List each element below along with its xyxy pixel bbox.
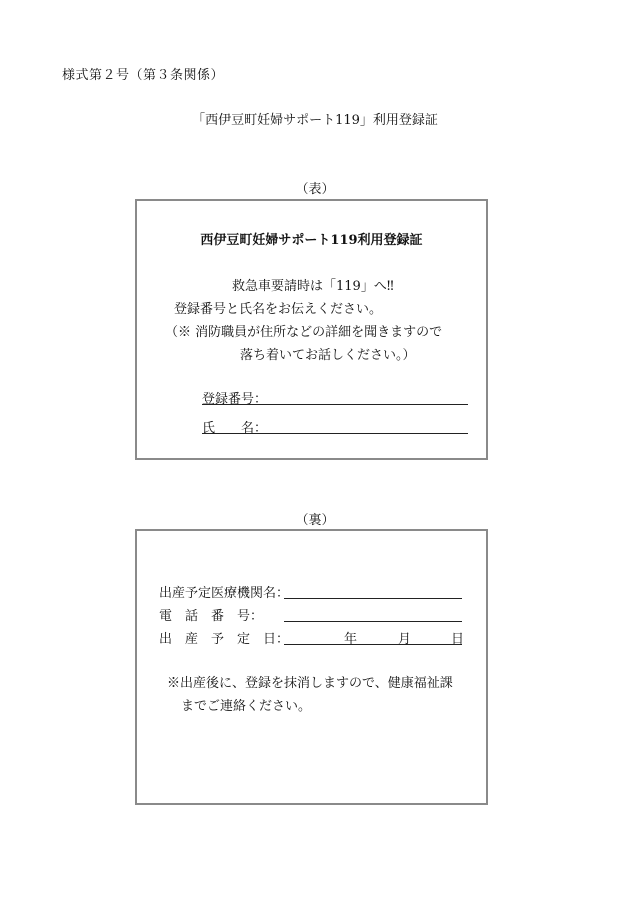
- back-card: [135, 529, 488, 805]
- hospital-field[interactable]: [284, 598, 462, 599]
- deregistration-note-line1: ※出産後に、登録を抹消しますので、健康福祉課: [167, 676, 453, 691]
- phone-field[interactable]: [284, 621, 462, 622]
- deregistration-note-line2: までご連絡ください。: [181, 699, 312, 714]
- tell-number-name-instruction: 登録番号と氏名をお伝えください。: [174, 302, 383, 317]
- fire-staff-note: （※ 消防職員が住所などの詳細を聞きますので: [165, 325, 443, 340]
- name-label: 氏 名：: [202, 421, 268, 436]
- emergency-call-instruction: 救急車要請時は「119」へ‼: [232, 279, 394, 294]
- due-date-label: 出 産 予 定 日：: [159, 632, 290, 647]
- front-side-label: （表）: [295, 182, 335, 197]
- hospital-label: 出産予定医療機関名：: [159, 586, 290, 601]
- calm-speaking-note: 落ち着いてお話しください。）: [240, 348, 416, 363]
- card-title: 西伊豆町妊婦サポート119利用登録証: [200, 233, 423, 248]
- due-date-field[interactable]: [284, 644, 462, 645]
- year-unit: 年: [344, 632, 358, 647]
- phone-label: 電 話 番 号：: [159, 609, 264, 624]
- registration-number-field[interactable]: [202, 404, 468, 405]
- back-side-label: （裏）: [295, 513, 335, 528]
- front-card: [135, 199, 488, 460]
- document-title: 「西伊豆町妊婦サポート119」利用登録証: [192, 113, 438, 128]
- name-field[interactable]: [202, 433, 468, 434]
- form-number: 様式第２号（第３条関係）: [62, 68, 225, 83]
- month-unit: 月: [398, 632, 412, 647]
- registration-number-label: 登録番号：: [202, 392, 268, 407]
- day-unit: 日: [451, 632, 465, 647]
